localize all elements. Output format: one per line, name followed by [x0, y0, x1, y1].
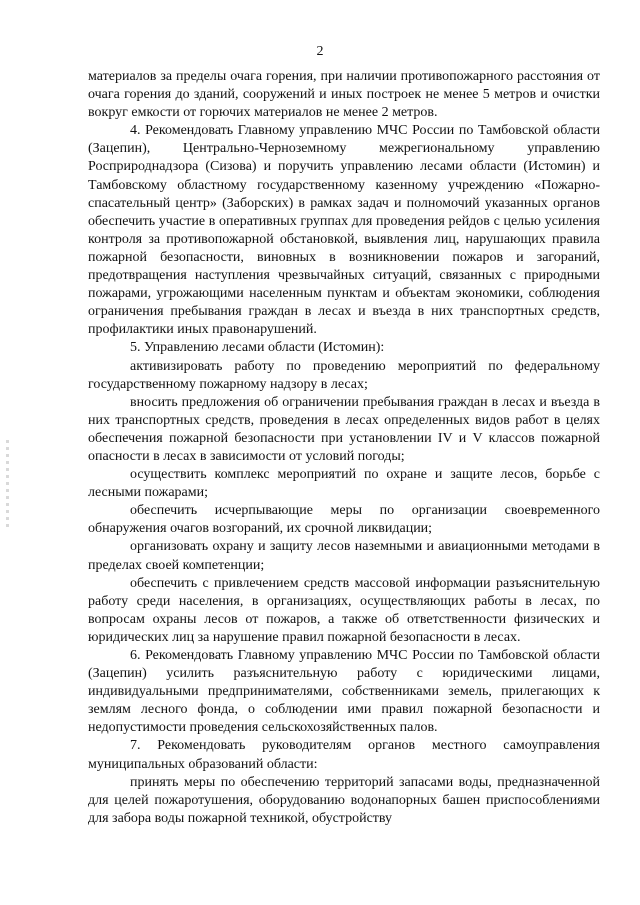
- paragraph-item-7: 7. Рекомендовать руководителям органов местного самоуправления муниципальных образований области:: [88, 738, 600, 772]
- subitem-exhaustive-measures: обеспечить исчерпывающие меры по организации своевременного обнаружения очагов возгораний, их срочной ликвидации;: [88, 503, 600, 537]
- paragraph-item-4: 4. Рекомендовать Главному управлению МЧС России по Тамбовской области (Зацепин), Центрально-Черноземному межрегиональному управлению Росприроднадзора (Сизова) и поручить управлению лесами области (Истомин) и Тамбовскому областному государственному казенному учреждению «Пожарно-спасательный центр» (Заборских) в рамках задач и полномочий указанных органов обеспечить участие в оперативных группах для проведения рейдов с целью усиления контроля за противопожарной обстановкой, выявления лиц, нарушающих правила пожарной безопасности, виновных в возникновении пожаров и загораний, предотвращения наступления чрезвычайных ситуаций, связанных с природными пожарами, угрожающими населенным пунктам и объектам экономики, соблюдения ограничения пребывания граждан в лесах и въезда в них транспортных средств, профилактики иных правонарушений.: [88, 123, 600, 338]
- paragraph-continuation: материалов за пределы очага горения, при наличии противопожарного расстояния от очага горения до зданий, сооружений и иных построек не менее 5 метров и очистки вокруг емкости от горючих материалов не менее 2 метров.: [88, 69, 600, 121]
- paragraph-item-6: 6. Рекомендовать Главному управлению МЧС России по Тамбовской области (Зацепин) усилить разъяснительную работу с юридическими лицами, индивидуальными предпринимателями, собственниками земель, прилегающих к землям лесного фонда, о соблюдении ими правил пожарной безопасности и недопустимости проведения сельскохозяйственных палов.: [88, 648, 600, 736]
- subitem-water-supply: принять меры по обеспечению территорий запасами воды, предназначенной для целей пожаротушения, оборудованию водонапорных башен приспособлениями для забора воды пожарной техникой, обустройству: [88, 774, 600, 826]
- subitem-media-outreach: обеспечить с привлечением средств массовой информации разъяснительную работу среди населения, в организациях, осуществляющих работы в лесах, по вопросам охраны лесов от пожаров, а также об ответственности физических и юридических лиц за нарушение правил пожарной безопасности в лесах.: [88, 575, 600, 645]
- subitem-organize-protection: организовать охрану и защиту лесов наземными и авиационными методами в пределах своей компетенции;: [88, 539, 600, 573]
- page-number: 2: [316, 44, 324, 59]
- subitem-submit-proposals: вносить предложения об ограничении пребывания граждан в лесах и въезда в них транспортных средств, проведения в лесах определенных видов работ в целях обеспечения пожарной безопасности при установлении IV и V классов пожарной опасности в лесах в зависимости от условий погоды;: [88, 394, 600, 464]
- scan-margin-mark: [6, 440, 9, 530]
- document-body: [88, 68, 600, 828]
- subitem-forest-protection: осуществить комплекс мероприятий по охране и защите лесов, борьбе с лесными пожарами;: [88, 467, 600, 501]
- paragraph-item-5-heading: 5. Управлению лесами области (Истомин):: [130, 340, 385, 356]
- subitem-activate-work: активизировать работу по проведению мероприятий по федеральному государственному пожарному надзору в лесах;: [88, 358, 600, 392]
